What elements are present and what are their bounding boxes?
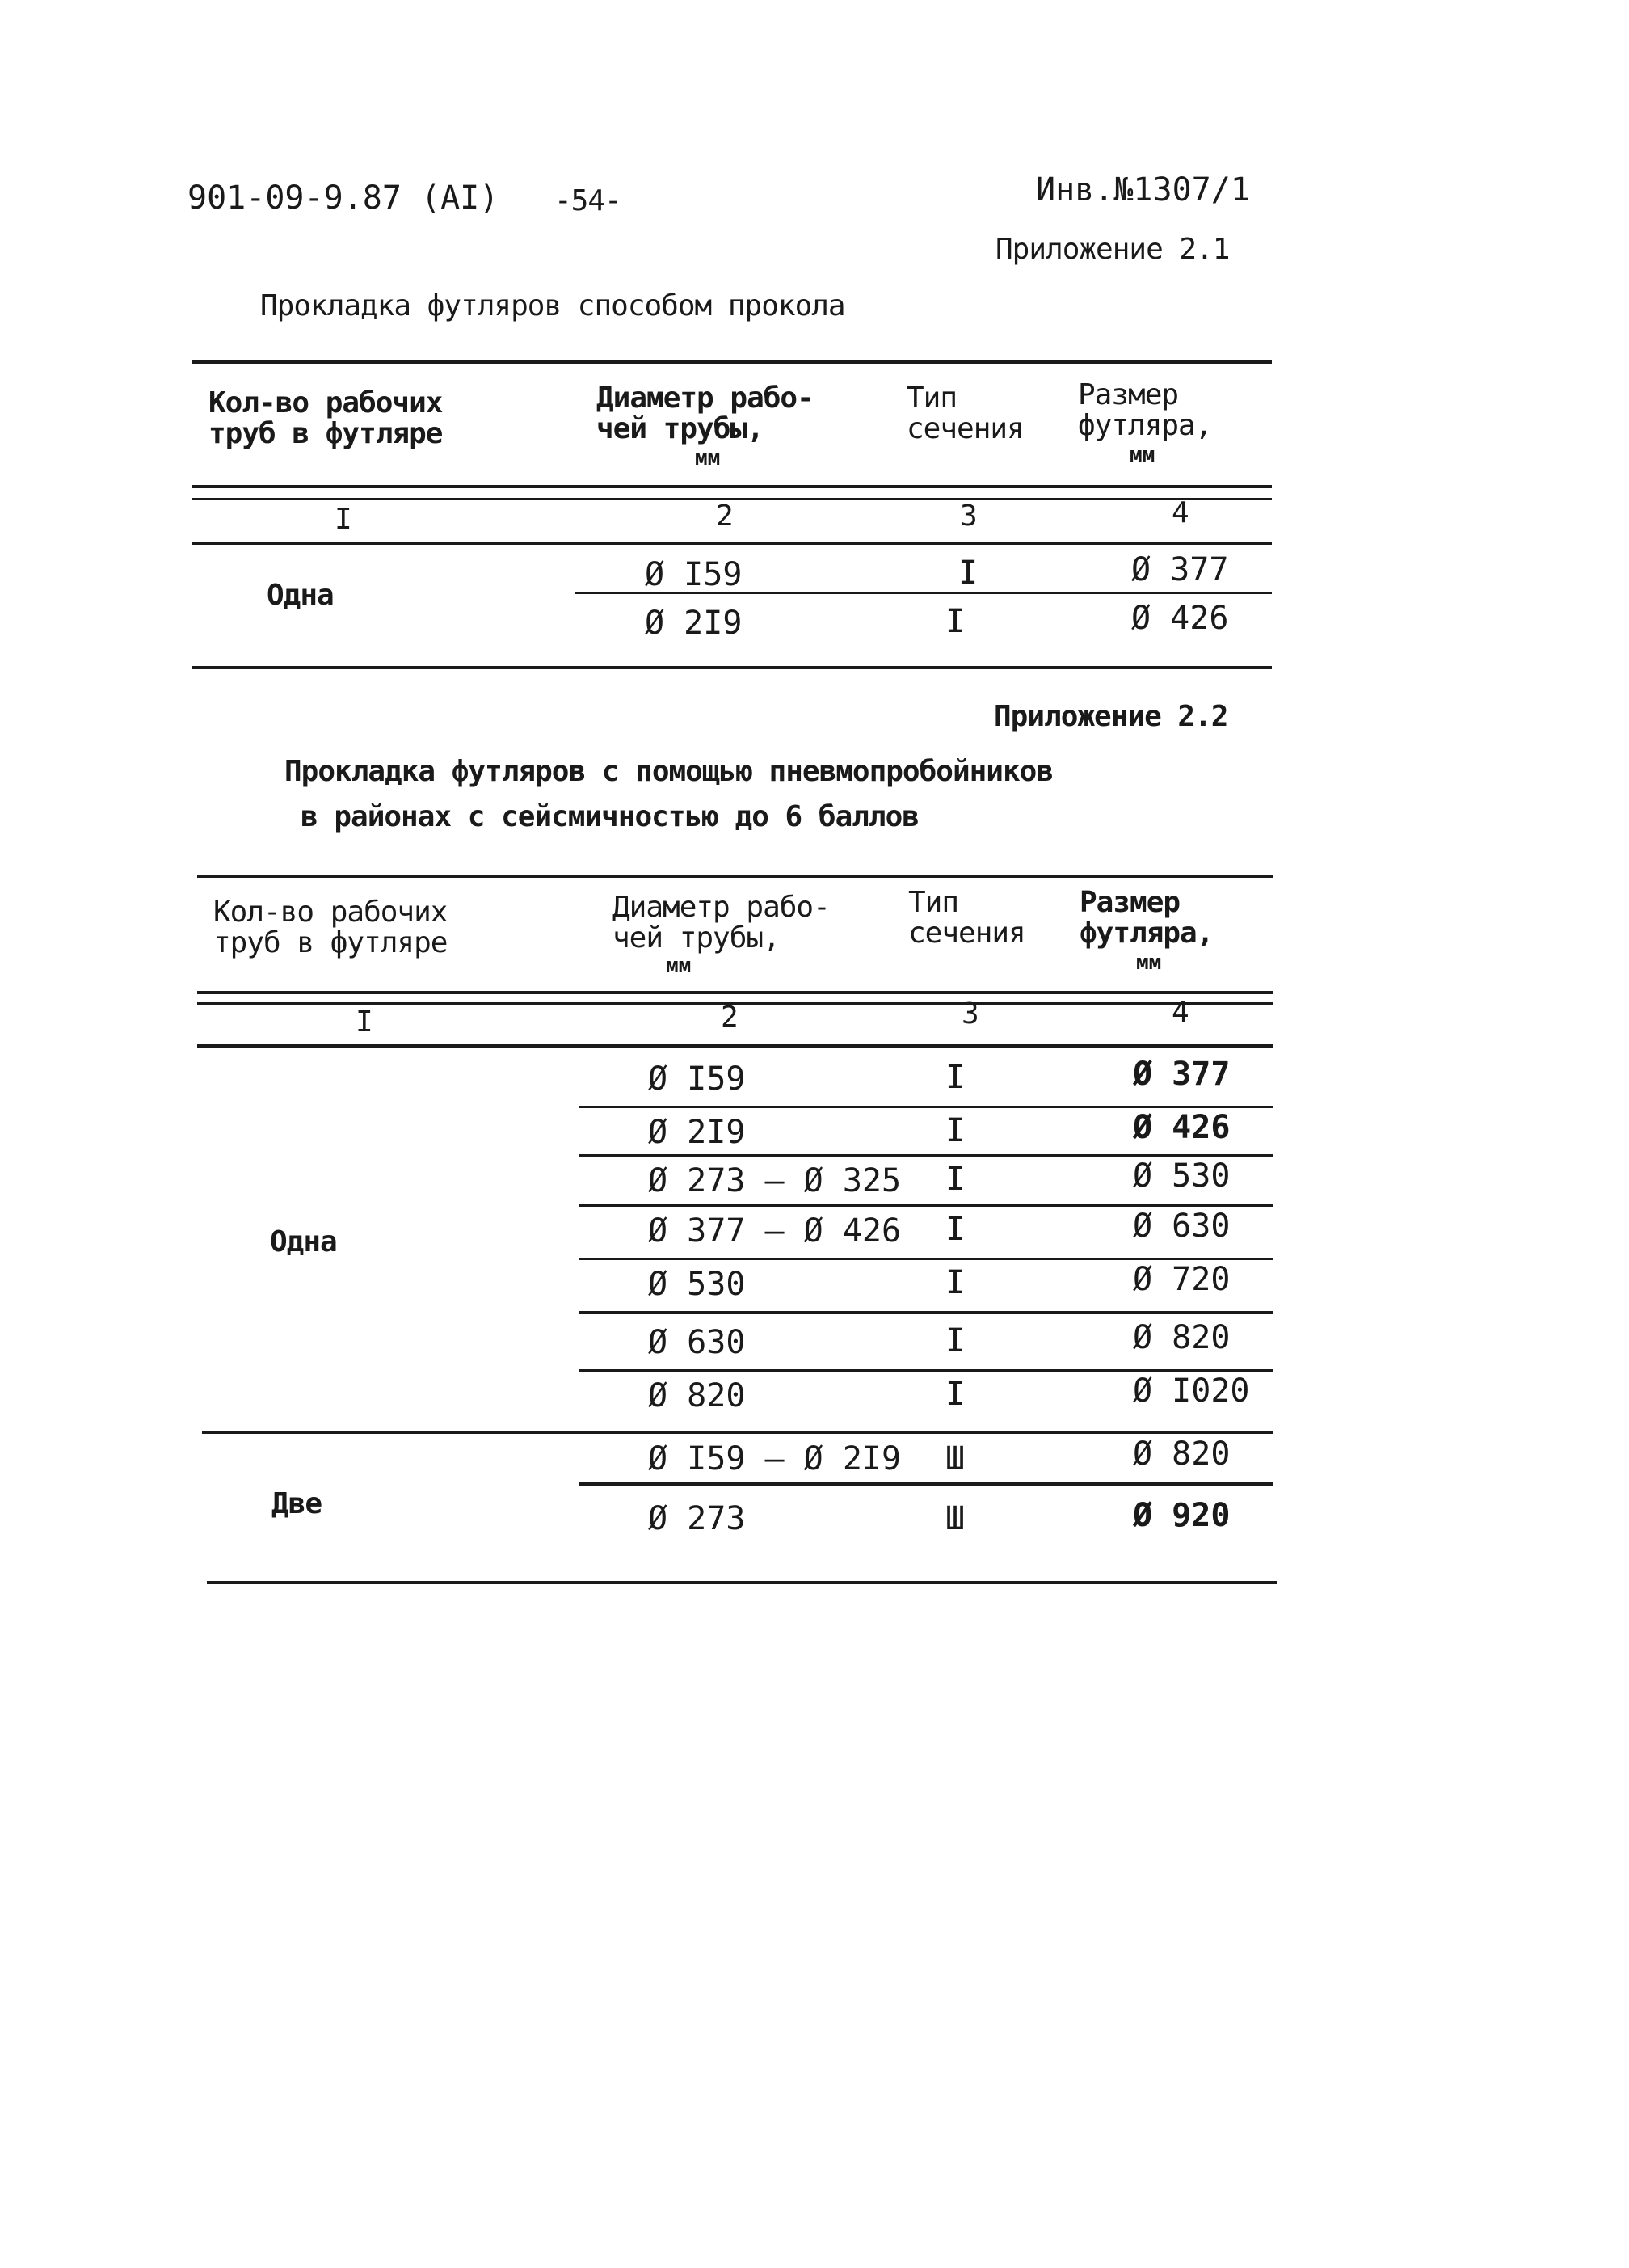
table-row-size: Ø 630	[1133, 1208, 1231, 1245]
table-row-size: Ø 820	[1133, 1435, 1231, 1473]
table-row-type: Ш	[945, 1440, 966, 1478]
table-row-type: I	[945, 1059, 966, 1096]
appendix-2-2-title-line-2: в районах с сейсмичностью до 6 баллов	[301, 800, 919, 833]
column-number-2: 2	[721, 1001, 738, 1034]
table-row-size: Ø 426	[1131, 600, 1229, 637]
table-rule	[207, 1581, 1277, 1584]
table-row-diameter: Ø 2I9	[645, 605, 743, 642]
appendix-2-2-label: Приложение 2.2	[994, 700, 1228, 733]
table-row-rule	[579, 1311, 1273, 1314]
table-row-diameter: Ø 273	[648, 1500, 746, 1537]
table-row-type: Ш	[945, 1500, 966, 1537]
column-number-4: 4	[1172, 496, 1189, 529]
table-row-rule	[575, 592, 1272, 594]
table-row-diameter: Ø 2I9	[648, 1114, 746, 1151]
table-row-size: Ø I020	[1133, 1372, 1250, 1410]
table-row-diameter: Ø I59	[645, 556, 743, 593]
table-row-size: Ø 426	[1133, 1109, 1231, 1146]
appendix-2-1-label: Приложение 2.1	[996, 233, 1230, 266]
table-row-type: I	[958, 554, 979, 592]
column-number-1: I	[335, 503, 351, 536]
table-row-diameter: Ø 377 – Ø 426	[648, 1212, 902, 1250]
column-number-3: 3	[960, 500, 977, 533]
column-header-case-size-unit: мм	[1130, 443, 1155, 467]
column-number-1: I	[356, 1005, 373, 1039]
column-header-case-size-unit: мм	[1136, 951, 1162, 975]
column-header-diameter-unit: мм	[695, 446, 721, 470]
column-number-2: 2	[716, 500, 733, 533]
table-row-type: I	[945, 1322, 966, 1360]
column-header-case-size: Размер футляра,	[1080, 886, 1214, 950]
table-row-type: I	[945, 1376, 966, 1413]
table-row-rule	[579, 1106, 1273, 1108]
column-number-4: 4	[1172, 996, 1189, 1029]
table-rule	[202, 1431, 1273, 1434]
page-number: -54-	[554, 184, 621, 217]
column-header-case-size: Размер футляра,	[1078, 378, 1212, 442]
column-header-diameter: Диаметр рабо- чей трубы,	[612, 891, 830, 955]
table-row-rule	[579, 1258, 1273, 1260]
group-label-two: Две	[272, 1487, 322, 1520]
column-number-3: 3	[962, 997, 979, 1031]
table-rule	[192, 666, 1272, 669]
appendix-2-2-title-line-1: Прокладка футляров с помощью пневмопробойников	[284, 755, 1053, 788]
table-row-diameter: Ø 530	[648, 1266, 746, 1303]
table-row-type: I	[945, 1211, 966, 1248]
table-row-diameter: Ø I59 – Ø 2I9	[648, 1440, 902, 1478]
table-rule	[192, 542, 1272, 545]
table-row-diameter: Ø 820	[648, 1377, 746, 1414]
table-row-rule	[579, 1369, 1273, 1372]
group-label: Одна	[267, 579, 334, 612]
column-header-count: Кол-во рабочих труб в футляре	[213, 896, 448, 959]
table-row-size: Ø 377	[1131, 551, 1229, 588]
table-row-type: I	[945, 1112, 966, 1149]
table-rule	[192, 485, 1272, 488]
column-header-section-type: Тип сечения	[908, 886, 1025, 950]
table-row-size: Ø 720	[1133, 1261, 1231, 1298]
table-row-size: Ø 377	[1133, 1056, 1231, 1093]
column-header-diameter: Диаметр рабо- чей трубы,	[596, 382, 814, 445]
table-row-rule	[579, 1482, 1273, 1486]
appendix-2-1-title: Прокладка футляров способом прокола	[260, 289, 845, 322]
table-row-type: I	[945, 1264, 966, 1301]
table-row-size: Ø 920	[1133, 1497, 1231, 1534]
group-label-one: Одна	[270, 1225, 337, 1258]
table-row-diameter: Ø 273 – Ø 325	[648, 1162, 902, 1199]
table-row-type: I	[945, 1161, 966, 1198]
table-row-type: I	[945, 603, 966, 640]
table-rule	[197, 875, 1273, 878]
table-row-size: Ø 820	[1133, 1319, 1231, 1356]
table-rule	[197, 1044, 1273, 1048]
inventory-number: Инв.№1307/1	[1036, 171, 1250, 209]
table-rule	[197, 991, 1273, 994]
document-code: 901-09-9.87 (AI)	[187, 179, 499, 217]
table-row-size: Ø 530	[1133, 1157, 1231, 1195]
table-row-rule	[579, 1204, 1273, 1207]
table-row-diameter: Ø 630	[648, 1324, 746, 1361]
table-row-diameter: Ø I59	[648, 1060, 746, 1098]
column-header-count: Кол-во рабочих труб в футляре	[208, 386, 443, 450]
column-header-diameter-unit: мм	[666, 954, 692, 978]
table-rule	[192, 360, 1272, 364]
column-header-section-type: Тип сечения	[907, 382, 1024, 445]
